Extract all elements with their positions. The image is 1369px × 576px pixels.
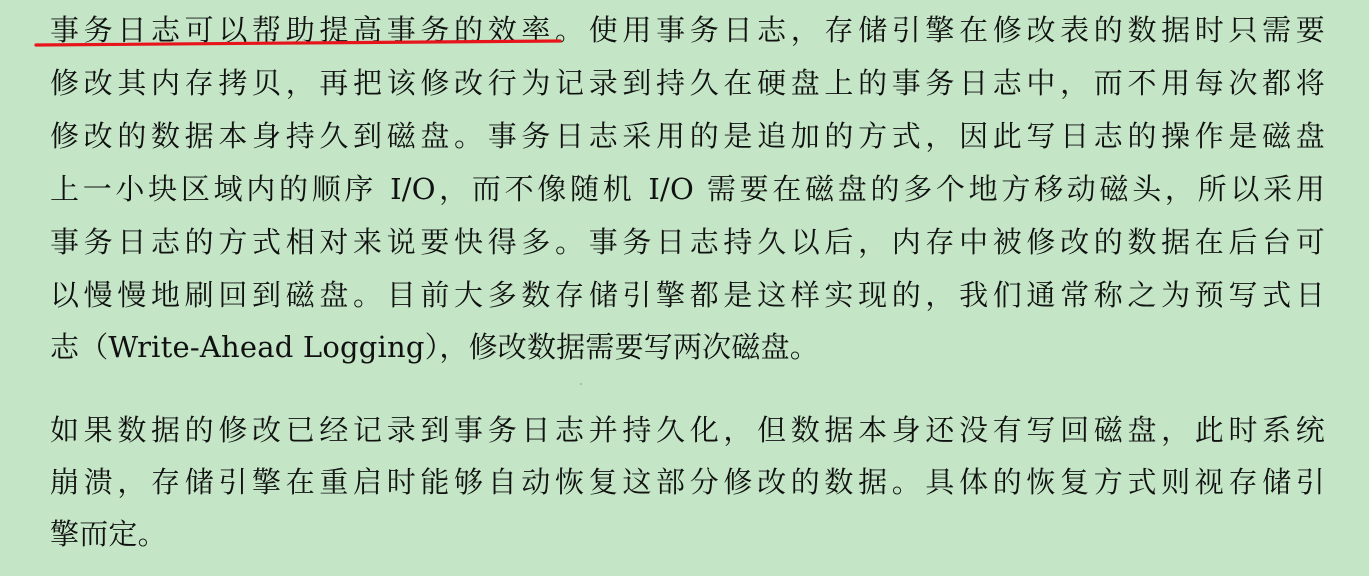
red-underline-annotation	[34, 39, 562, 47]
paragraph-1-line-5: 事务日志的方式相对来说要快得多。事务日志持久以后，内存中被修改的数据在后台可	[50, 225, 1325, 259]
paragraph-1-line-4: 上一小块区域内的顺序 I/O，而不像随机 I/O 需要在磁盘的多个地方移动磁头，所以采用	[50, 172, 1325, 206]
speck-mark	[580, 383, 582, 385]
paragraph-2-line-2: 崩溃，存储引擎在重启时能够自动恢复这部分修改的数据。具体的恢复方式则视存储引	[50, 465, 1325, 499]
paragraph-2-line-1: 如果数据的修改已经记录到事务日志并持久化，但数据本身还没有写回磁盘，此时系统	[50, 413, 1325, 447]
line-text: 使用事务日志，存储引擎在修改表的数据时只需要	[588, 13, 1326, 47]
paragraph-1-line-7: 志（Write-Ahead Logging），修改数据需要写两次磁盘。	[50, 330, 819, 364]
paragraph-1-line-3: 修改的数据本身持久到磁盘。事务日志采用的是追加的方式，因此写日志的操作是磁盘	[50, 119, 1325, 153]
paragraph-1-line-6: 以慢慢地刷回到磁盘。目前大多数存储引擎都是这样实现的，我们通常称之为预写式日	[50, 278, 1325, 312]
paragraph-1-line-2: 修改其内存拷贝，再把该修改行为记录到持久在硬盘上的事务日志中，而不用每次都将	[50, 66, 1325, 100]
highlighted-sentence: 事务日志可以帮助提高事务的效率。	[50, 13, 589, 47]
red-underline-stroke	[34, 39, 562, 47]
paragraph-2-line-3: 擎而定。	[50, 517, 167, 551]
